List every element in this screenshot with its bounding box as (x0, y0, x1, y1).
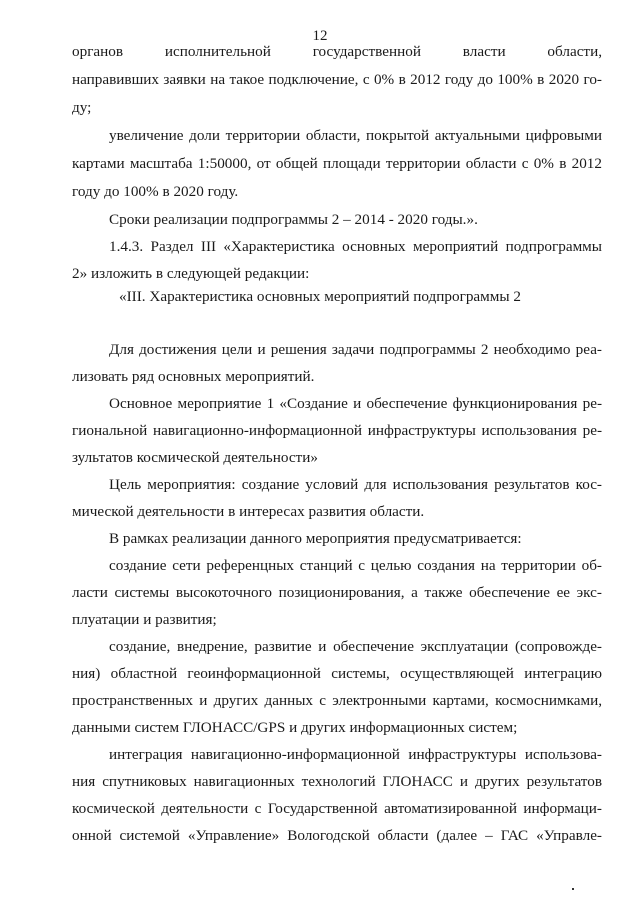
text-line: картами масштаба 1:50000, от общей площади территории области с 0% в 2012 (72, 155, 602, 172)
text-line: «III. Характеристика основных мероприятий подпрограммы 2 (119, 288, 521, 305)
text-line: 1.4.3. Раздел III «Характеристика основных мероприятий подпрограммы (109, 238, 602, 255)
text-line: интеграция навигационно-информационной инфраструктуры использова- (109, 746, 602, 763)
text-line: зультатов космической деятельности» (72, 449, 318, 466)
page-number: 12 (312, 28, 328, 44)
text-line: Цель мероприятия: создание условий для использования результатов кос- (109, 476, 602, 493)
text-line: Для достижения цели и решения задачи подпрограммы 2 необходимо реа- (109, 341, 602, 358)
text-line: лизовать ряд основных мероприятий. (72, 368, 315, 385)
text-line: ния) областной геоинформационной системы, осуществляющей интеграцию (72, 665, 602, 682)
text-line: гиональной навигационно-информационной инфраструктуры использования ре- (72, 422, 602, 439)
text-line: ласти системы высокоточного позиционирования, а также обеспечение ее экс- (72, 584, 602, 601)
text-line: году до 100% в 2020 году. (72, 183, 239, 200)
text-line: увеличение доли территории области, покрытой актуальными цифровыми (109, 127, 602, 144)
text-line: пространственных и других данных с электронными картами, космоснимками, (72, 692, 602, 709)
text-line: мической деятельности в интересах развития области. (72, 503, 425, 520)
text-line: направивших заявки на такое подключение, с 0% в 2012 году до 100% в 2020 го- (72, 71, 602, 88)
text-line: космической деятельности с Государственной автоматизированной информаци- (72, 800, 602, 817)
text-line: В рамках реализации данного мероприятия предусматривается: (109, 530, 522, 547)
scan-speck (572, 888, 574, 890)
text-line: создание, внедрение, развитие и обеспечение эксплуатации (сопровожде- (109, 638, 602, 655)
text-line: плуатации и развития; (72, 611, 217, 628)
text-line: создание сети референцных станций с целью создания на территории об- (109, 557, 602, 574)
text-line: Основное мероприятие 1 «Создание и обеспечение функционирования ре- (109, 395, 602, 412)
text-line: ду; (72, 99, 92, 116)
text-line: данными систем ГЛОНАСС/GPS и других информационных систем; (72, 719, 518, 736)
text-line: органов исполнительной государственной власти области, (72, 43, 602, 60)
text-line: онной системой «Управление» Вологодской области (далее – ГАС «Управле- (72, 827, 602, 844)
text-line: 2» изложить в следующей редакции: (72, 265, 310, 282)
text-line: ния спутниковых навигационных технологий ГЛОНАСС и других результатов (72, 773, 602, 790)
text-line: Сроки реализации подпрограммы 2 – 2014 - 2020 годы.». (109, 211, 478, 228)
